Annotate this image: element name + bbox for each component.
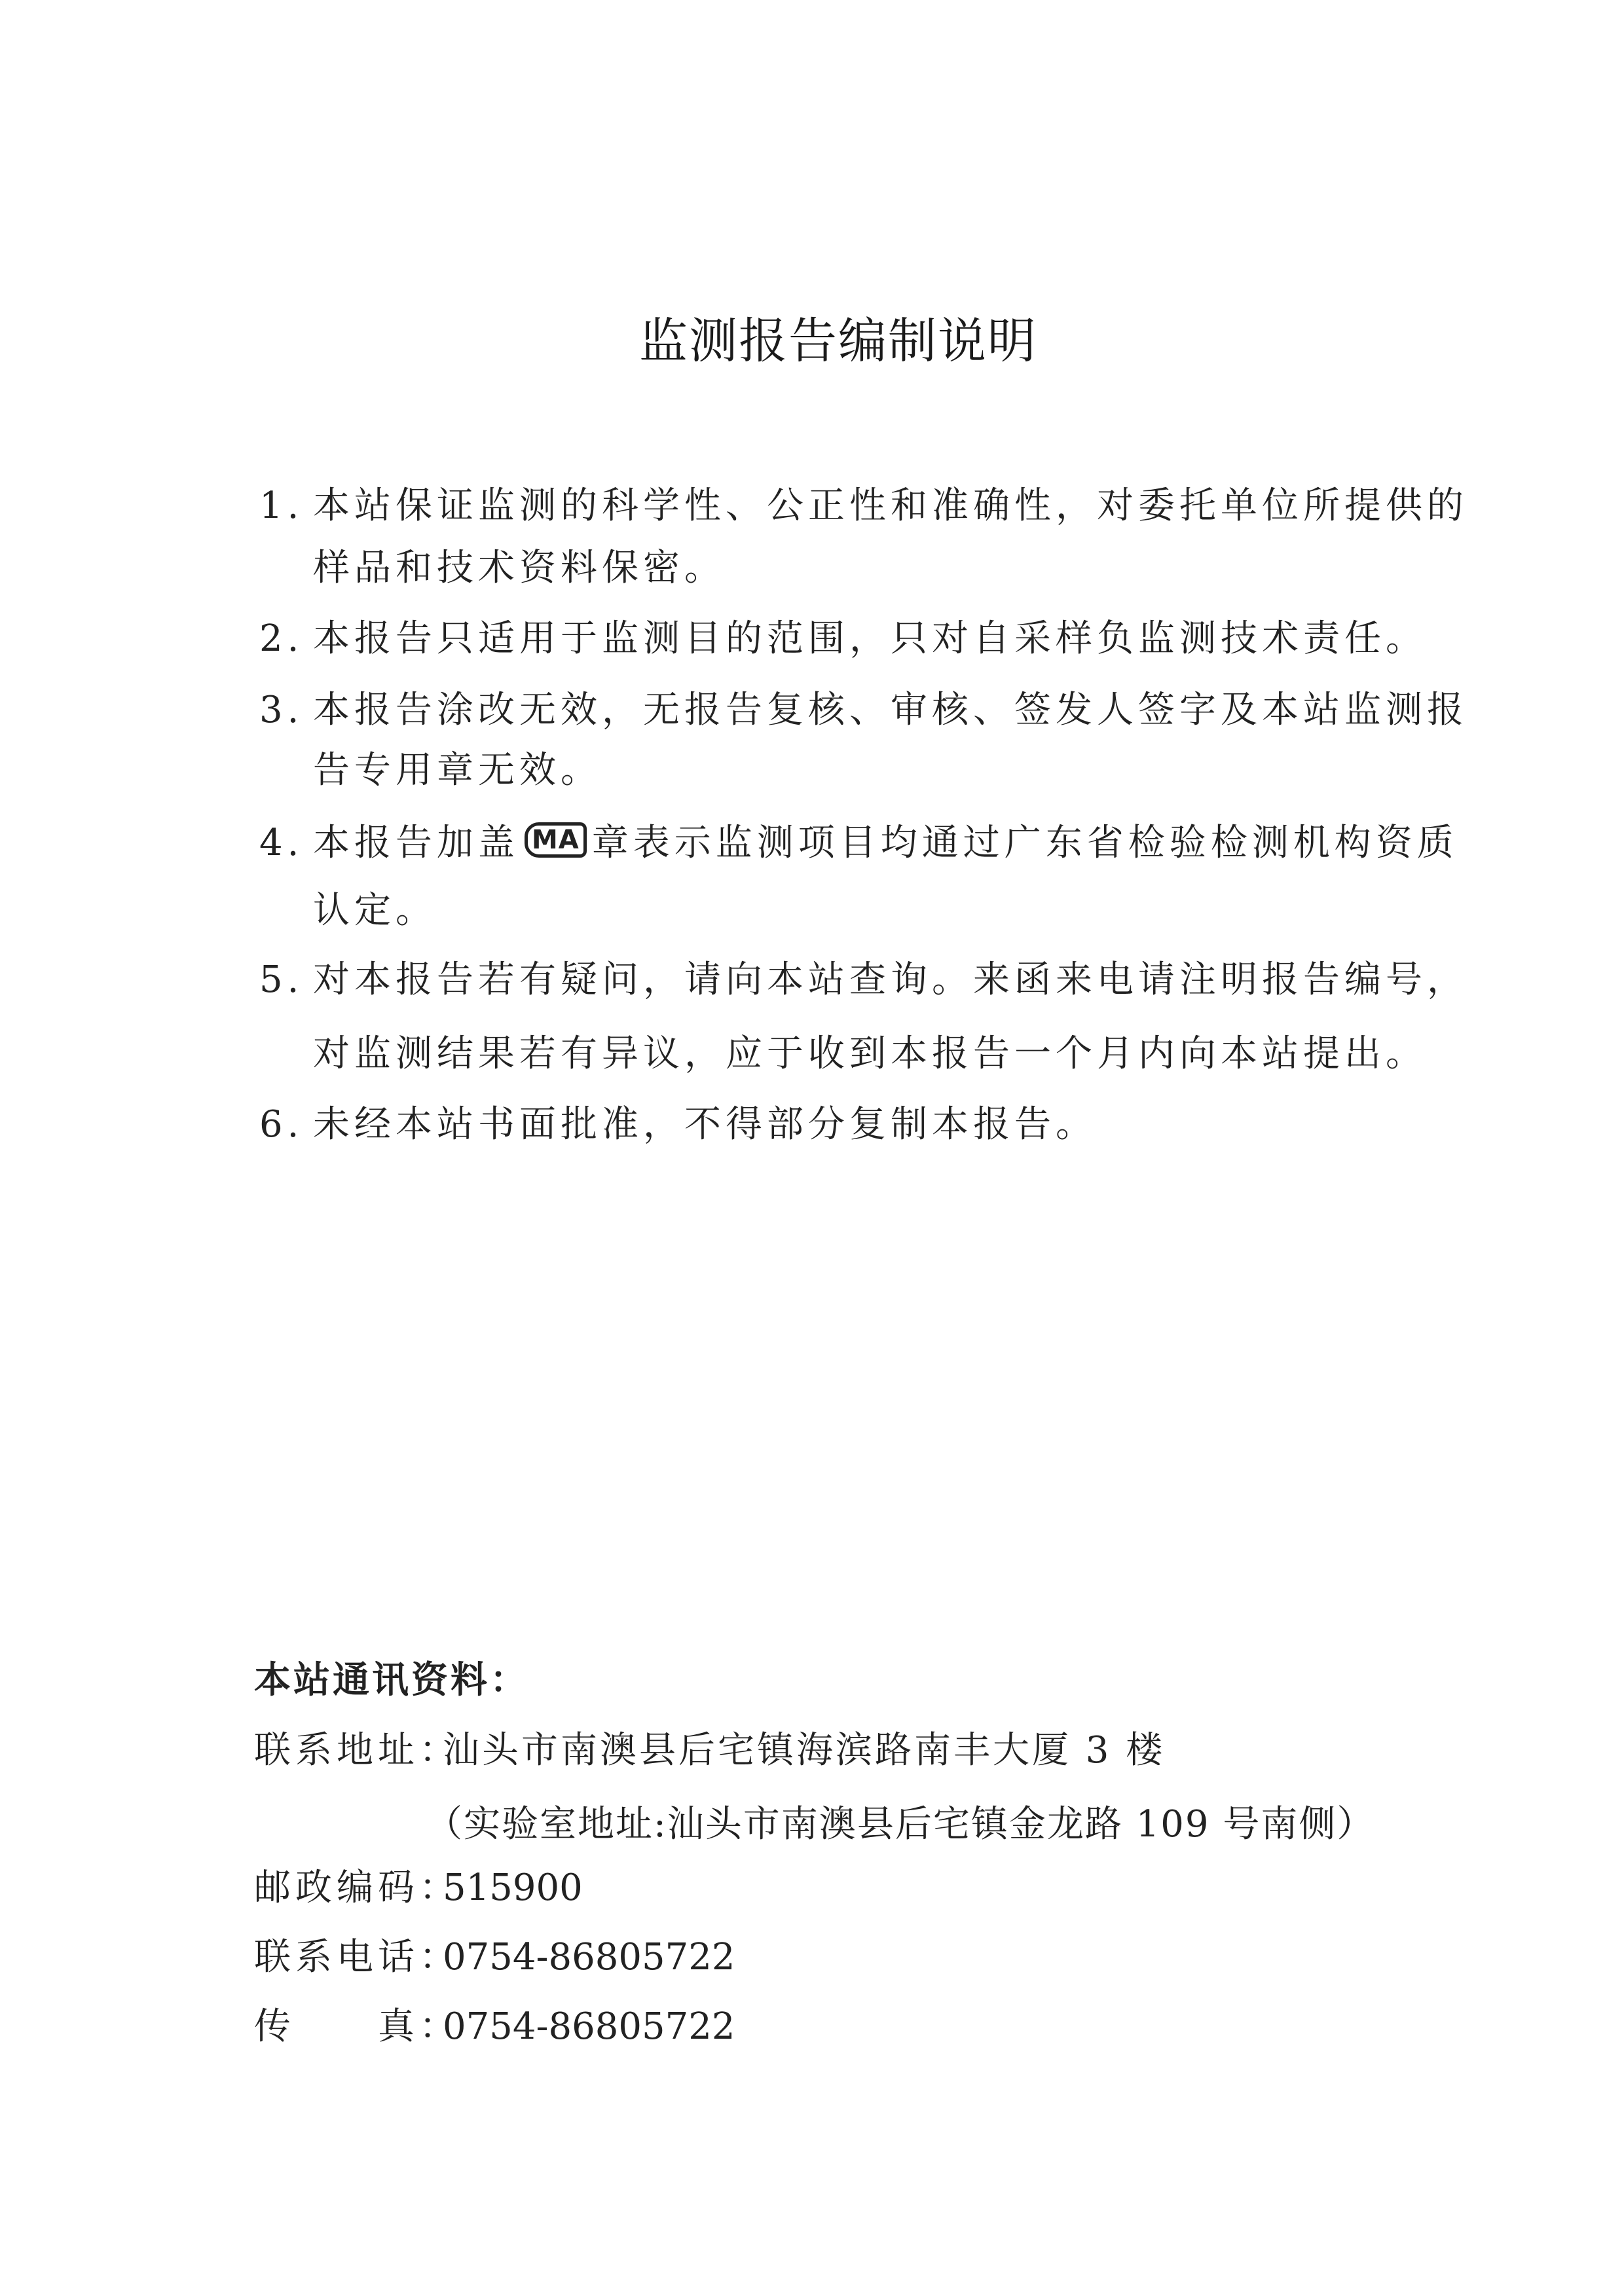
item-number: 3. [259,689,304,731]
item-text: 样品和技术资料保密。 [313,547,726,589]
item-number: 6. [259,1103,304,1146]
phone-value: 0754-86805722 [443,1936,735,1978]
postal-value: 515900 [443,1867,583,1909]
page-title: 监测报告编制说明 [639,313,1037,369]
item-text-part: 本报告加盖 [313,822,519,864]
fax-label: 传 真： [254,2005,460,2048]
item-text: 告专用章无效。 [313,749,602,792]
fax-value: 0754-86805722 [443,2005,735,2048]
postal-label: 邮政编码： [254,1867,460,1909]
item-text: 未经本站书面批准，不得部分复制本报告。 [313,1103,1097,1146]
item-number: 5. [259,958,304,1001]
phone-label: 联系电话： [254,1936,460,1978]
item-number: 2. [259,617,304,660]
item-number: 4. [259,822,304,864]
item-text: 认定。 [313,889,437,932]
lab-address-value: （实验室地址:汕头市南澳县后宅镇金龙路 109 号南侧） [426,1803,1375,1846]
item-text-part: 章表示监测项目均通过广东省检验检测机构资质 [591,822,1458,864]
item-text: 本站保证监测的科学性、公正性和准确性，对委托单位所提供的 [313,484,1468,527]
item-text: 本报告涂改无效，无报告复核、审核、签发人签字及本站监测报 [313,689,1468,731]
cma-stamp-icon: MA [525,822,587,858]
item-number: 1. [259,484,304,527]
contact-heading: 本站通讯资料： [254,1659,529,1702]
item-text [313,820,1458,866]
item-text: 本报告只适用于监测目的范围，只对自采样负监测技术责任。 [313,617,1427,660]
address-label: 联系地址： [254,1729,460,1772]
item-text: 对本报告若有疑问，请向本站查询。来函来电请注明报告编号， [313,958,1468,1001]
item-text: 对监测结果若有异议，应于收到本报告一个月内向本站提出。 [313,1032,1427,1075]
address-value: 汕头市南澳县后宅镇海滨路南丰大厦 3 楼 [443,1729,1166,1772]
